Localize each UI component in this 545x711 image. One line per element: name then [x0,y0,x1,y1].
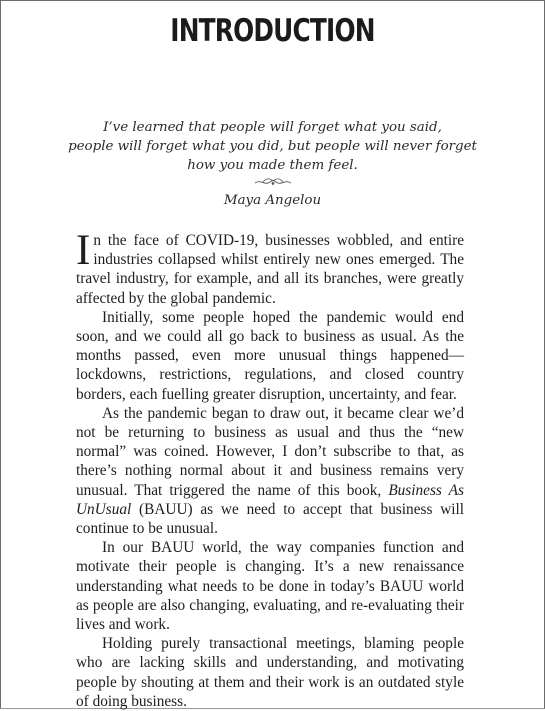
paragraph: In our BAUU world, the way companies function and motivate their people is changing. It’s a new renaissance understanding what needs to be done in today’s BAUU world as people are also changing, evaluating, and re-evaluating their lives and work. [76,539,464,634]
drop-cap: I [76,227,91,274]
paragraph: Holding purely transactional meetings, blaming people who are lacking skills and understanding, and motivating people by shouting at them and their work is an outdated style of doing business. [76,635,464,710]
flourish-ornament-icon [253,175,293,189]
paragraph [76,227,464,308]
paragraph: Initially, some people hoped the pandemic would end soon, and we could all go back to business as usual. As the months passed, even more unusual things happened—lockdowns, restrictions, regulations, and closed country borders, each fuelling greater disruption, uncertainty, and fear. [76,308,464,403]
chapter-title: INTRODUCTION [170,13,375,49]
epigraph-line: people will forget what you did, but people will never forget [68,139,477,154]
epigraph-author: Maya Angelou [223,193,322,208]
paragraph-text: As the pandemic began to draw out, it became clear we’d not be returning to business as usual and thus the “new normal” was coined. However, I don’t subscribe to that, as there’s nothing normal about it and business remains very unusual. That triggered the name of this book, [76,404,464,499]
paragraph [76,404,464,538]
chapter-body [76,227,464,711]
epigraph-line: I’ve learned that people will forget what you said, [103,120,442,135]
paragraph-text: n the face of COVID-19, businesses wobbled, and entire industries collapsed whilst entirely new ones emerged. The travel industry, for example, and all its branches, were greatly affected by the global pandemic. [76,232,464,307]
book-title: Business As UnUsual [76,481,464,518]
epigraph-quote [41,118,504,175]
epigraph-line: how you made them feel. [187,158,358,173]
paragraph-text: (BAUU) as we need to accept that business will continue to be unusual. [76,500,464,538]
